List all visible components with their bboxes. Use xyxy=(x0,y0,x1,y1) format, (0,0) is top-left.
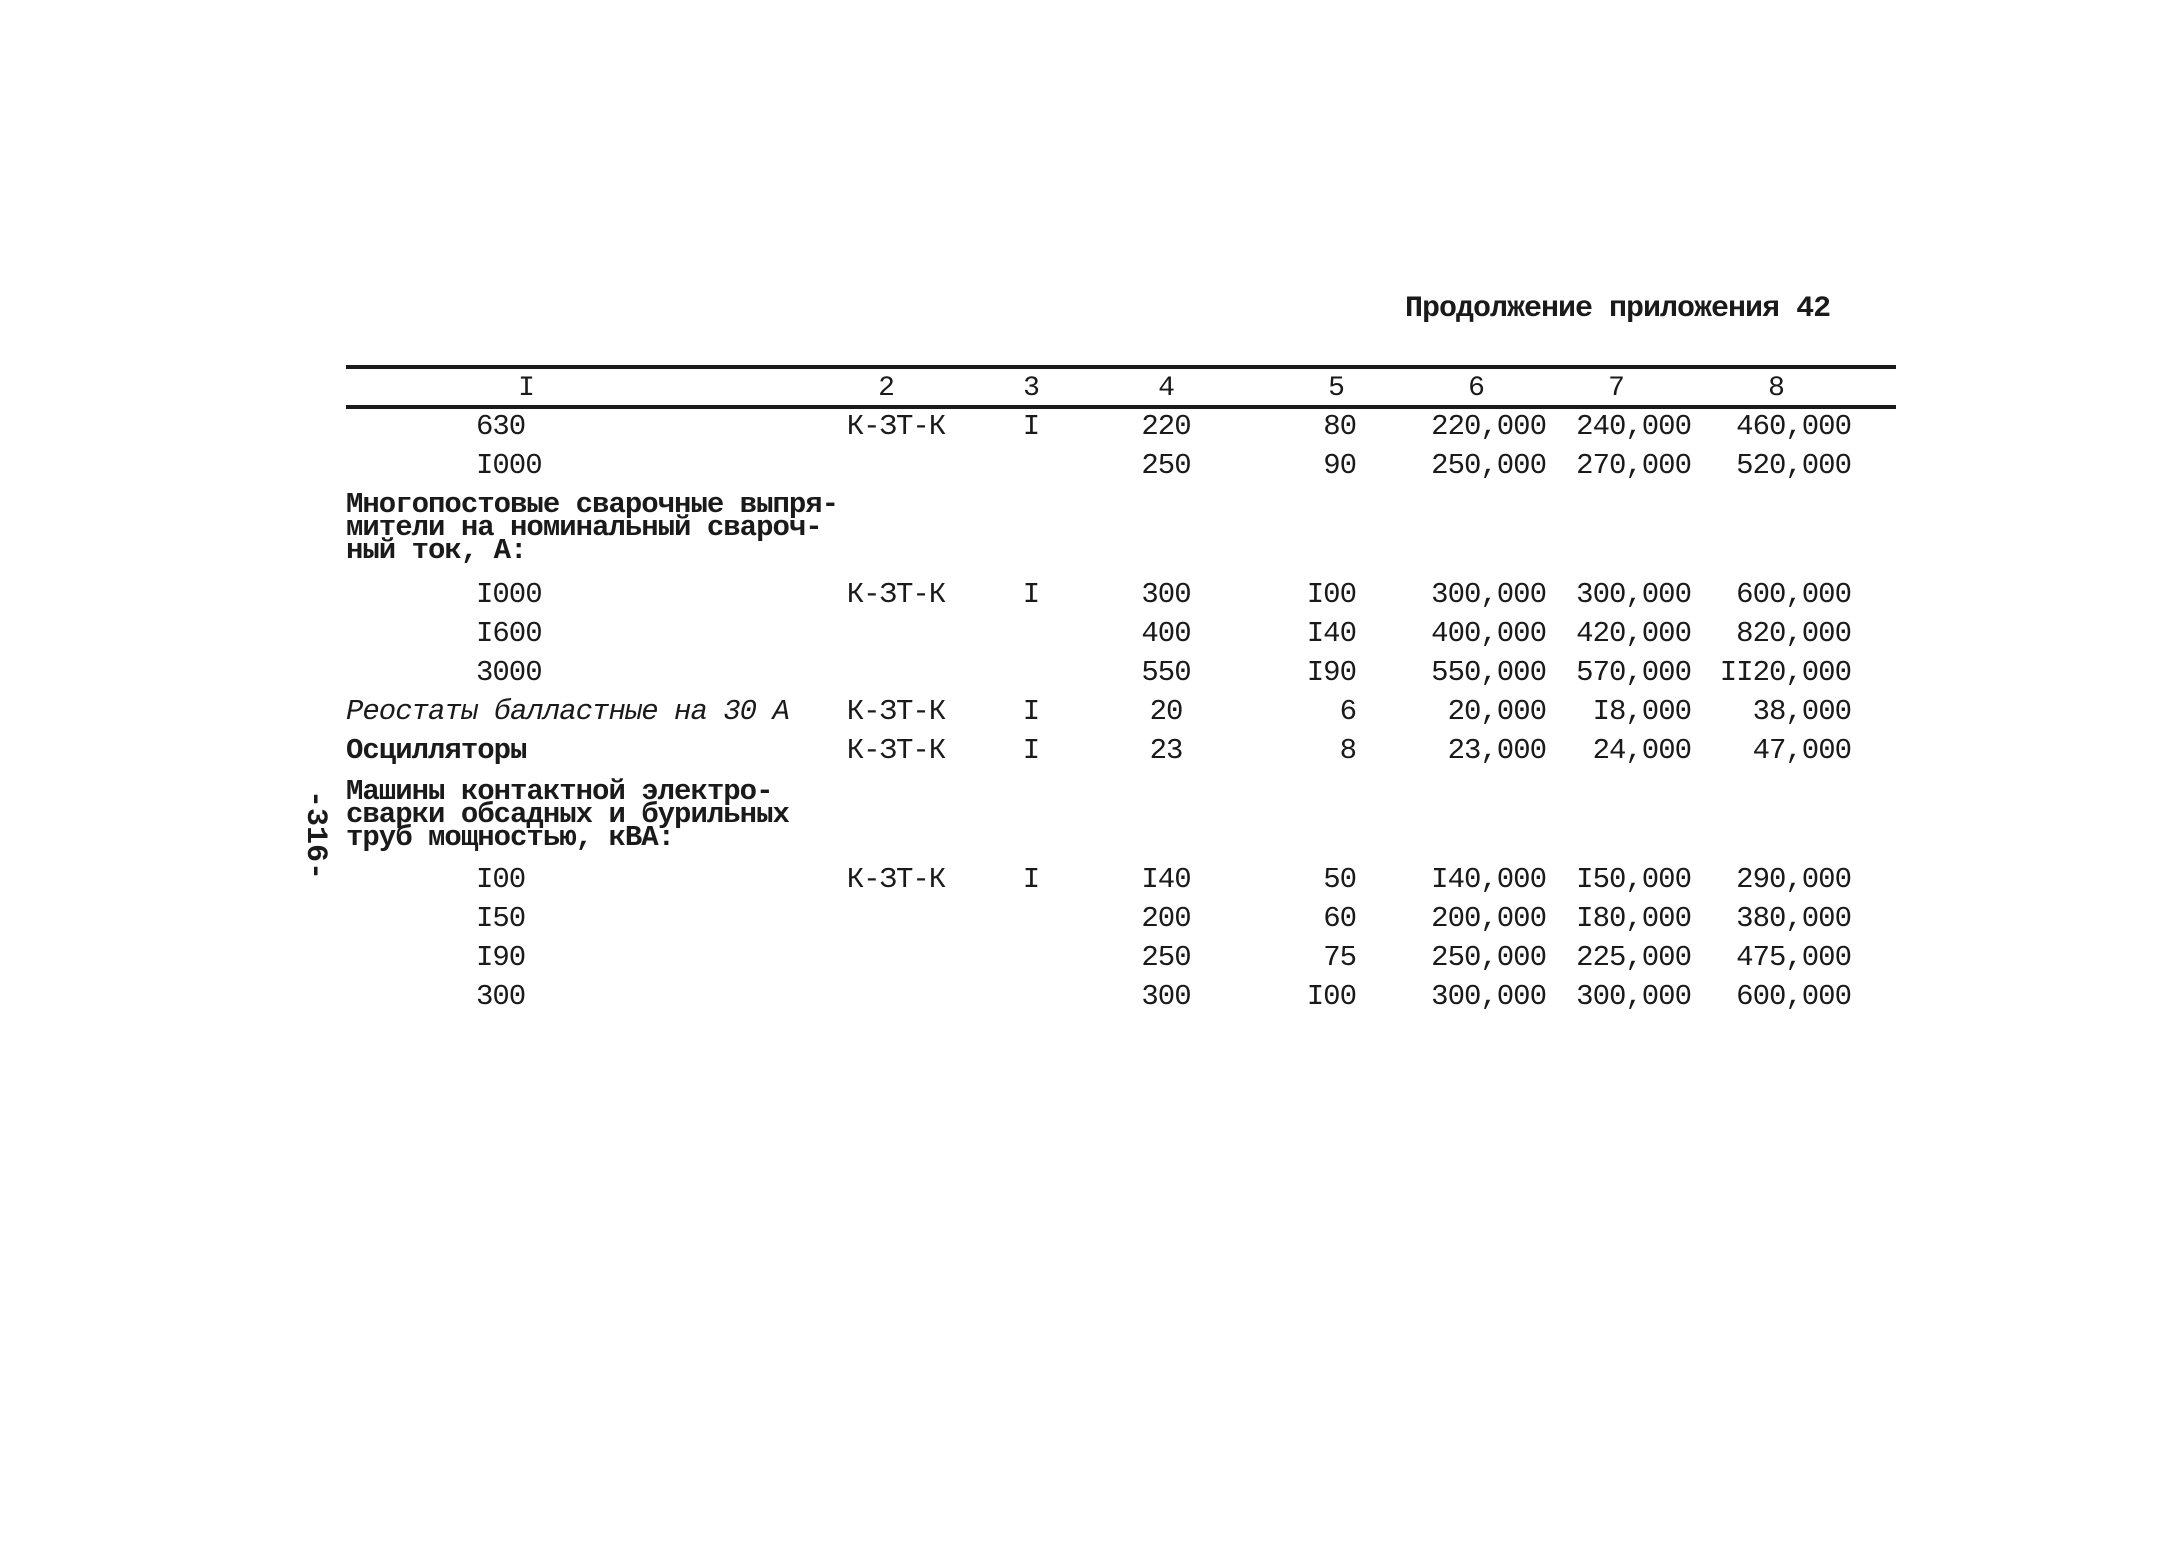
section-label-welding-machines: Машины контактной электро- сварки обсадных и бурильных труб мощностью, кВА: xyxy=(346,775,789,854)
page-number: -316- xyxy=(298,790,332,881)
header-col-5: 5 xyxy=(1328,373,1344,404)
cell-code: К-ЗТ-К xyxy=(846,734,946,767)
cell-name: I90 xyxy=(476,941,526,974)
cell-col7: I50,000 xyxy=(1576,863,1691,896)
cell-col7: 420,000 xyxy=(1576,617,1691,650)
cell-col6: I40,000 xyxy=(1431,863,1546,896)
cell-col4: 200 xyxy=(1141,902,1191,935)
cell-group: I xyxy=(1022,863,1040,896)
section-label-rectifiers: Многопостовые сварочные выпря- мители на номинальный свароч- ный ток, А: xyxy=(346,488,839,567)
cell-col5: 6 xyxy=(1339,695,1356,728)
cell-col7: 225,000 xyxy=(1576,941,1691,974)
cell-col6: 23,000 xyxy=(1447,734,1546,767)
cell-col4: I40 xyxy=(1141,863,1191,896)
cell-col5: 60 xyxy=(1323,902,1356,935)
cell-col7: 570,000 xyxy=(1576,656,1691,689)
cell-col4: 250 xyxy=(1141,941,1191,974)
cell-col4: 250 xyxy=(1141,449,1191,482)
table-row xyxy=(346,860,1896,899)
cell-name: I600 xyxy=(476,617,542,650)
cell-col7: 24,000 xyxy=(1592,734,1691,767)
table-row xyxy=(346,692,1896,731)
cell-col5: 8 xyxy=(1339,734,1356,767)
header-col-4: 4 xyxy=(1158,373,1174,404)
cell-col4: 400 xyxy=(1141,617,1191,650)
cell-col8: 47,000 xyxy=(1752,734,1851,767)
header-col-2: 2 xyxy=(878,373,894,404)
cell-col7: I80,000 xyxy=(1576,902,1691,935)
cell-col5: I00 xyxy=(1306,980,1356,1013)
table-header-row xyxy=(346,369,1896,407)
header-col-6: 6 xyxy=(1468,373,1484,404)
cell-col8: 290,000 xyxy=(1736,863,1851,896)
cell-col6: 250,000 xyxy=(1431,449,1546,482)
cell-col6: 200,000 xyxy=(1431,902,1546,935)
header-col-3: 3 xyxy=(1023,373,1039,404)
cell-col8: II20,000 xyxy=(1719,656,1851,689)
cell-col7: 240,000 xyxy=(1576,410,1691,443)
cell-col4: 300 xyxy=(1141,980,1191,1013)
cell-col4: 23 xyxy=(1149,734,1183,767)
cell-col6: 20,000 xyxy=(1447,695,1546,728)
table-row xyxy=(346,653,1896,692)
cell-col8: 600,000 xyxy=(1736,980,1851,1013)
cell-group: I xyxy=(1022,695,1040,728)
cell-col6: 300,000 xyxy=(1431,980,1546,1013)
cell-code: К-ЗТ-К xyxy=(846,578,946,611)
cell-col6: 220,000 xyxy=(1431,410,1546,443)
cell-col7: 300,000 xyxy=(1576,578,1691,611)
cell-col6: 400,000 xyxy=(1431,617,1546,650)
cell-name: 3000 xyxy=(476,656,542,689)
cell-col8: 820,000 xyxy=(1736,617,1851,650)
header-col-8: 8 xyxy=(1768,373,1784,404)
price-table xyxy=(346,369,1896,1016)
cell-col8: 38,000 xyxy=(1752,695,1851,728)
cell-col5: I90 xyxy=(1306,656,1356,689)
table-row xyxy=(346,446,1896,485)
table-row xyxy=(346,899,1896,938)
cell-name: I000 xyxy=(476,578,542,611)
cell-col4: 300 xyxy=(1141,578,1191,611)
cell-name: 300 xyxy=(476,980,526,1013)
cell-code: К-ЗТ-К xyxy=(846,410,946,443)
section-heading xyxy=(346,770,1896,860)
cell-col4: 220 xyxy=(1141,410,1191,443)
cell-name: I50 xyxy=(476,902,526,935)
table-row xyxy=(346,575,1896,614)
table-row xyxy=(346,977,1896,1016)
table-row xyxy=(346,614,1896,653)
continuation-caption: Продолжение приложения 42 xyxy=(1405,292,1831,326)
table-row xyxy=(346,731,1896,770)
cell-col5: 75 xyxy=(1323,941,1356,974)
table-row xyxy=(346,407,1896,446)
cell-col5: I00 xyxy=(1306,578,1356,611)
cell-col5: I40 xyxy=(1306,617,1356,650)
cell-col5: 50 xyxy=(1323,863,1356,896)
cell-col5: 90 xyxy=(1323,449,1356,482)
cell-name-oscillators: Осцилляторы xyxy=(346,734,527,767)
cell-col8: 600,000 xyxy=(1736,578,1851,611)
cell-col8: 460,000 xyxy=(1736,410,1851,443)
cell-group: I xyxy=(1022,734,1040,767)
cell-col8: 520,000 xyxy=(1736,449,1851,482)
cell-group: I xyxy=(1022,578,1040,611)
header-col-7: 7 xyxy=(1608,373,1624,404)
cell-col4: 20 xyxy=(1149,695,1183,728)
cell-col8: 380,000 xyxy=(1736,902,1851,935)
cell-col7: 270,000 xyxy=(1576,449,1691,482)
cell-col5: 80 xyxy=(1323,410,1356,443)
cell-code: К-ЗТ-К xyxy=(846,695,946,728)
cell-col4: 550 xyxy=(1141,656,1191,689)
cell-col7: I8,000 xyxy=(1592,695,1691,728)
cell-name-rheostats: Реостаты балластные на 30 А xyxy=(346,695,789,728)
cell-group: I xyxy=(1022,410,1040,443)
header-col-1: I xyxy=(518,373,534,404)
cell-col7: 300,000 xyxy=(1576,980,1691,1013)
table-row xyxy=(346,938,1896,977)
section-heading xyxy=(346,485,1896,575)
cell-col8: 475,000 xyxy=(1736,941,1851,974)
cell-name: I00 xyxy=(476,863,526,896)
cell-name: 630 xyxy=(476,410,526,443)
cell-col6: 250,000 xyxy=(1431,941,1546,974)
cell-code: К-ЗТ-К xyxy=(846,863,946,896)
cell-name: I000 xyxy=(476,449,542,482)
cell-col6: 550,000 xyxy=(1431,656,1546,689)
cell-col6: 300,000 xyxy=(1431,578,1546,611)
